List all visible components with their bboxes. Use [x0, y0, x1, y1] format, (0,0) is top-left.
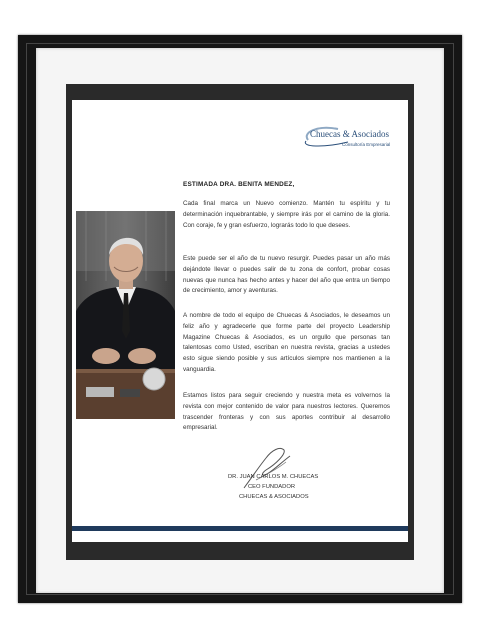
- signer-company: CHUECAS & ASOCIADOS: [239, 493, 309, 500]
- letter-paragraph-1: Cada final marca un Nuevo comienzo. Mantén tu espíritu y tu determinación inquebrantable, y siempre irás por el camino de la gloria. Con coraje, fe y gran esfuerzo, lograrás todo lo que desees.: [183, 200, 390, 229]
- letter-paragraph-4: Estamos listos para seguir creciendo y nuestra meta es volvernos la revista con mejor contenido de valor para nuestros lectores. Queremos trascender fronteras y con sus aportes contribuir al desarrollo empresarial.: [183, 392, 390, 432]
- signature-block: [228, 473, 328, 502]
- ceo-portrait-photo: [76, 211, 175, 419]
- letter-footer-bar: [72, 526, 408, 531]
- letter-paragraph-2: Este puede ser el año de tu nuevo resurgir. Puedes pasar un año más dejándote llevar o puedes salir de tu zona de confort, probar cosas nuevas que nunca has hecho antes y hacer del año que entra un tiempo de crecimiento, amor y aventuras.: [183, 255, 390, 295]
- logo-name: Chuecas & Asociados: [310, 129, 389, 139]
- company-logo: [298, 126, 398, 156]
- letter-paragraph-3: A nombre de todo el equipo de Chuecas & Asociados, le deseamos un feliz año y agradecerle que forme parte del proyecto Leadership Magazine Chuecas & Asociados, es un orgullo que personas tan talentosas como Usted, escriban en nuestra revista, gracias a ustedes esto sigue siendo posible y sus artículos siempre nos mantienen a la vanguardia.: [183, 312, 390, 373]
- logo-tagline: Consultoría Empresarial: [342, 142, 391, 147]
- signer-name: DR. JUAN CARLOS M. CHUECAS: [228, 474, 319, 480]
- portrait-illustration: [76, 211, 175, 419]
- signer-title: CEO FUNDADOR: [248, 483, 296, 490]
- letter-greeting: ESTIMADA DRA. BENITA MENDEZ,: [183, 181, 295, 188]
